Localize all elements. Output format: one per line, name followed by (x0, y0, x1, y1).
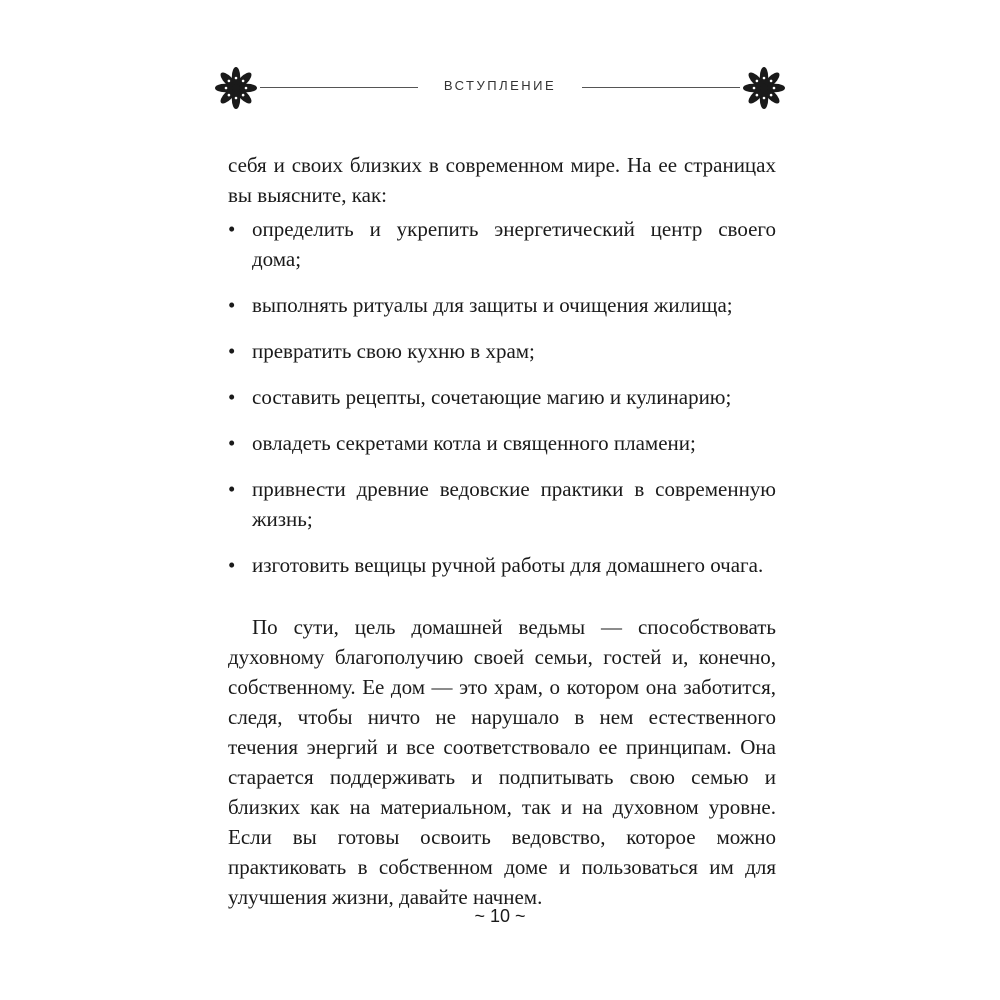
list-item: • овладеть секретами котла и священного пламени; (228, 428, 776, 458)
star-anise-flower-icon (214, 66, 258, 110)
list-item: • составить рецепты, сочетающие магию и кулинарию; (228, 382, 776, 412)
list-item: • превратить свою кухню в храм; (228, 336, 776, 366)
list-item: • изготовить вещицы ручной работы для домашнего очага. (228, 550, 776, 580)
running-title: ВСТУПЛЕНИЕ (443, 78, 557, 93)
list-item: • привнести древние ведовские практики в современную жизнь; (228, 474, 776, 534)
intro-paragraph: себя и своих близких в современном мире. На ее страницах вы выясните, как: (228, 153, 776, 207)
header-rule-left (260, 87, 418, 88)
bullet-list (228, 214, 776, 580)
page-body (228, 150, 776, 912)
closing-paragraph: По сути, цель домашней ведьмы — способствовать духовному благополучию своей семьи, гостей и, конечно, собственному. Ее дом — это храм, о котором она заботится, следя, чтобы ничто не нарушало в нем естественного течения энергий и все соответствовало ее принципам. Она старается поддерживать и подпитывать свою семью и близких как на материальном, так и на духовном уровне. Если вы готовы освоить ведовство, которое можно практиковать в собственном доме и пользоваться им для улучшения жизни, давайте начнем. (228, 615, 776, 909)
page-number: ~ 10 ~ (474, 906, 526, 926)
star-anise-flower-icon (742, 66, 786, 110)
running-header (214, 66, 786, 110)
list-item: • определить и укрепить энергетический центр своего дома; (228, 214, 776, 274)
list-item: • выполнять ритуалы для защиты и очищения жилища; (228, 290, 776, 320)
header-rule-right (582, 87, 740, 88)
